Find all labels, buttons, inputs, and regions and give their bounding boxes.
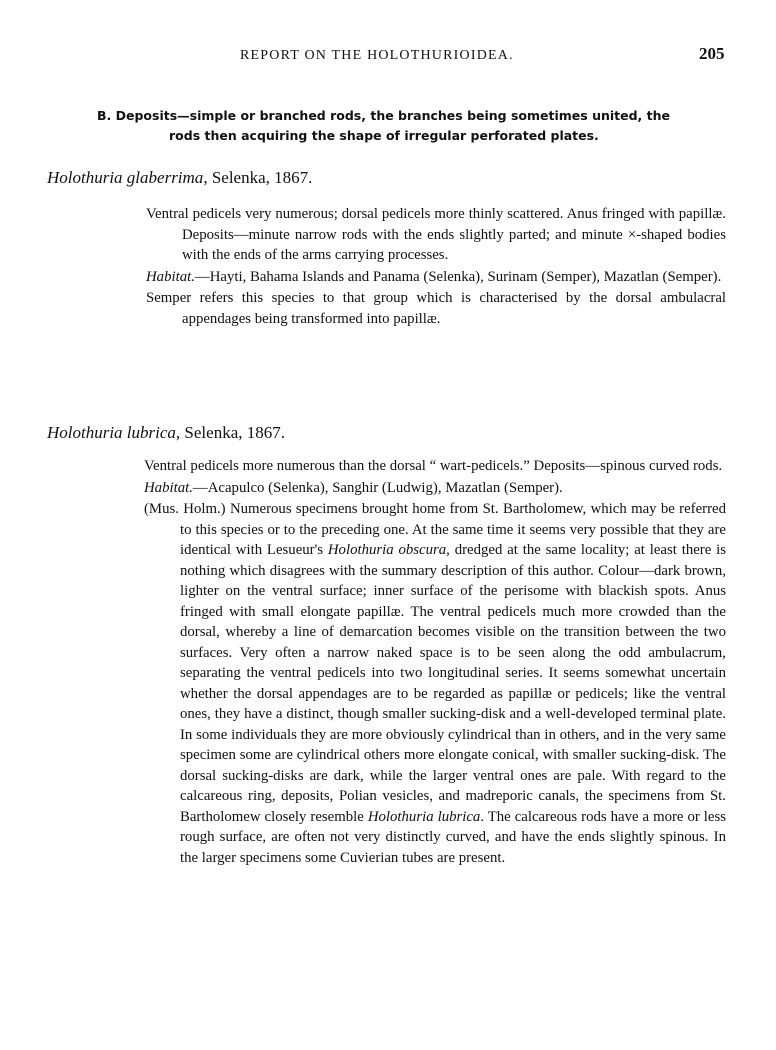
habitat-text: —Hayti, Bahama Islands and Panama (Selenka), Surinam (Semper), Mazatlan (Semper).	[194, 268, 722, 285]
group-b-heading	[97, 106, 687, 146]
species-heading-glaberrima	[47, 168, 312, 188]
museum-paragraph	[144, 499, 726, 868]
species-name: Holothuria glaberrima	[47, 168, 204, 187]
species-authority: , Selenka, 1867.	[175, 423, 285, 442]
habitat-text: —Acapulco (Selenka), Sanghir (Ludwig), Mazatlan (Semper).	[192, 479, 563, 496]
species-description-lubrica	[144, 456, 726, 869]
species-reference-obscura: Holothuria obscura	[327, 542, 447, 558]
habitat-paragraph	[144, 478, 726, 499]
remark-paragraph	[146, 288, 726, 329]
species-authority: , Selenka, 1867.	[203, 168, 313, 187]
paragraph-text: Ventral pedicels very numerous; dorsal pedicels more thinly scattered. Anus fringed with papillæ. Deposits—minute narrow rods with the ends slightly parted; and minute ×-shaped bodies with the ends of the arms carrying processes.	[146, 206, 726, 263]
museum-text-middle: , dredged at the same locality; at least there is nothing which disagrees with the summary description of this author. Colour—dark brown, lighter on the ventral surface; inner surface of the perisome with blackish spots. Anus fringed with small elongate papillæ. The ventral pedicels much more crowded than the dorsal, whereby a line of demarcation becomes visible on the transition between the two surfaces. Very often a narrow naked space is to be seen along the odd ambulacrum, separating the ventral pedicels into two longitudinal series. It seems somewhat uncertain whether the dorsal appendages are to be regarded as papillæ or pedicels; like the ventral ones, they have a distinct, though smaller sucking-disk and a well-developed terminal plate. In some individuals they are more obviously cylindrical than in others, and in the very same specimen some are cylindrical others more elongate conical, with smaller sucking-disk. The dorsal sucking-disks are dark, while the larger ventral ones are pale. With regard to the calcareous ring, deposits, Polian vesicles, and madreporic canals, the specimens from St. Bartholomew closely resemble	[180, 542, 727, 825]
paragraph-text: Ventral pedicels more numerous than the dorsal “ wart-pedicels.” Deposits—spinous curved rods.	[144, 458, 723, 474]
species-description-glaberrima	[146, 204, 726, 330]
museum-text-end: . The calcareous rods have a more or less rough surface, are often not very distinctly curved, and have the ends slightly spinous. In the larger specimens some Cuvierian tubes are present.	[180, 808, 726, 866]
species-reference-lubrica: Holothuria lubrica	[367, 808, 481, 825]
description-paragraph	[146, 204, 726, 266]
description-paragraph	[144, 456, 726, 477]
habitat-paragraph	[146, 267, 726, 288]
habitat-label: Habitat.	[146, 268, 195, 285]
group-b-line-2: rods then acquiring the shape of irregular perforated plates.	[169, 128, 599, 143]
museum-text-intro: (Mus. Holm.) Numerous specimens brought home from St. Bartholomew, which may be referred to this species or to the preceding one. At the same time it seems very possible that they are identical with Lesueur's	[144, 501, 726, 558]
running-title: REPORT ON THE HOLOTHURIOIDEA.	[240, 48, 514, 63]
group-b-line-1: B. Deposits—simple or branched rods, the branches being sometimes united, the	[97, 108, 671, 123]
species-name: Holothuria lubrica	[47, 423, 176, 442]
habitat-label: Habitat.	[144, 479, 193, 496]
species-heading-lubrica	[47, 423, 285, 443]
paragraph-text: Semper refers this species to that group which is characterised by the dorsal ambulacral appendages being transformed into papillæ.	[146, 290, 726, 327]
page-number: 205	[699, 44, 725, 63]
